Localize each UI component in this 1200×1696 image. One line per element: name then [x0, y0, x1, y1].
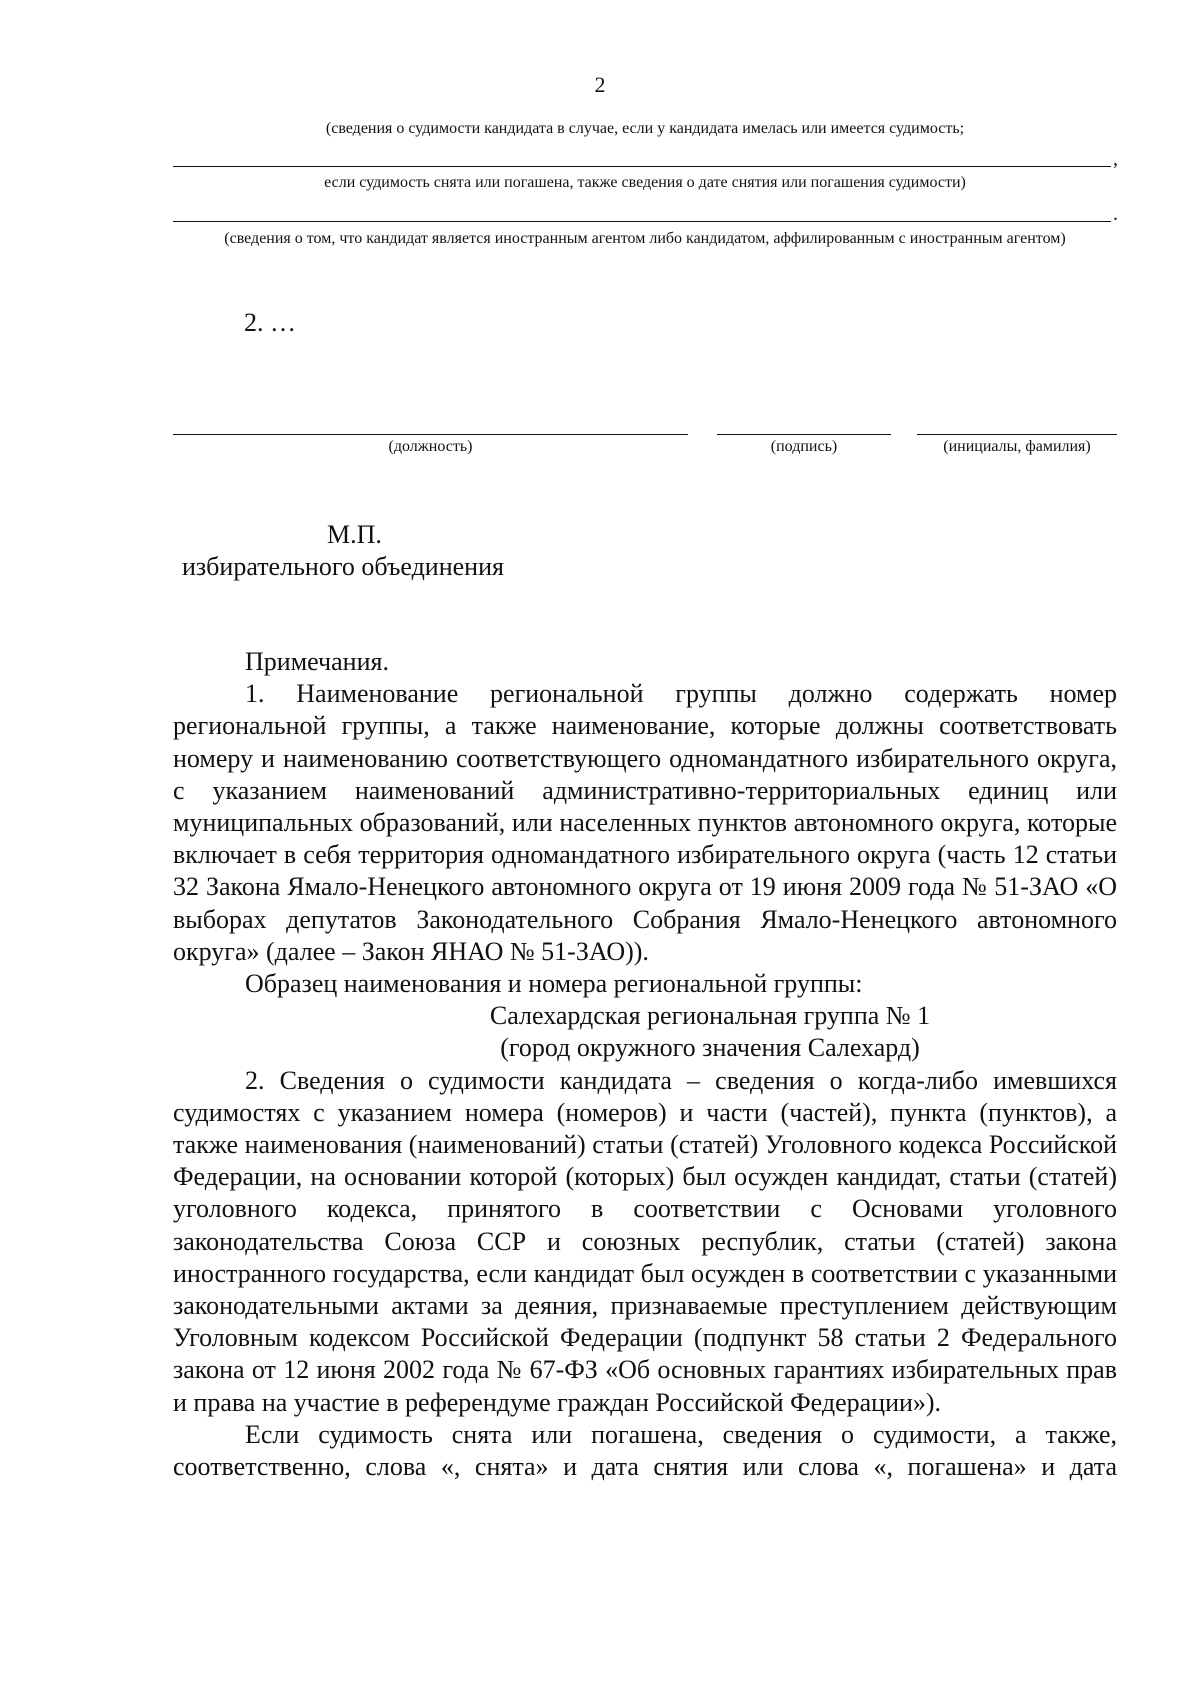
foreign-agent-caption: (сведения о том, что кандидат является иностранным агентом либо кандидатом, аффилированным с иностранным агентом)	[224, 230, 1066, 247]
conviction-fill-line-1	[173, 166, 1111, 167]
conviction-caption-1: (сведения о судимости кандидата в случае, если у кандидата имелась или имеется судимость;	[325, 120, 965, 137]
item-2-ellipsis: 2. …	[244, 308, 296, 337]
position-line	[173, 434, 688, 435]
notes-section	[173, 646, 1117, 1483]
sample-label: Образец наименования и номера региональной группы:	[245, 969, 863, 999]
note-2: 2. Сведения о судимости кандидата – сведения о когда-либо имевшихся судимостях с указанием номера (номеров) и части (частей), пункта (пунктов), а также наименования (наименований) статьи (статей) Уголовного кодекса Российской Федерации, на основании которой (которых) был осужден кандидат, статьи (статей) уголовного кодекса, принятого в соответствии с Основами уголовного законодательства Союза ССР и союзных республик, статьи (статей) закона иностранного государства, если кандидат был осужден в соответствии с указанными законодательными актами за деяния, признаваемые преступлением действующим Уголовным кодексом Российской Федерации (подпункт 58 статьи 2 Федерального закона от 12 июня 2002 года № 67-ФЗ «Об основных гарантиях избирательных прав и права на участие в референдуме граждан Российской Федерации»).	[173, 1065, 1117, 1417]
sample-line-1: Салехардская региональная группа № 1	[489, 1001, 931, 1031]
note-3: Если судимость снята или погашена, сведения о судимости, а также, соответственно, слова «, снята» и дата снятия или слова «, погашена» и дата	[173, 1419, 1117, 1482]
name-line	[917, 434, 1117, 435]
line-2-period: .	[1113, 203, 1118, 225]
sample-line-2: (город окружного значения Салехард)	[500, 1033, 920, 1063]
signature-caption: (подпись)	[770, 438, 838, 455]
conviction-caption-2: если судимость снята или погашена, также сведения о дате снятия или погашения судимости)	[324, 174, 966, 191]
page-number: 2	[594, 72, 606, 97]
stamp-label: М.П.	[327, 520, 382, 549]
signature-line	[717, 434, 891, 435]
name-caption: (инициалы, фамилия)	[943, 438, 1091, 455]
note-1: 1. Наименование региональной группы должно содержать номер региональной группы, а также наименование, которые должны соответствовать номеру и наименованию соответствующего одномандатного избирательного округа, с указанием наименований административно-территориальных единиц или муниципальных образований, или населенных пунктов автономного округа, которые включает в себя территория одномандатного избирательного округа (часть 12 статьи 32 Закона Ямало-Ненецкого автономного округа от 19 июня 2009 года № 51-ЗАО «О выборах депутатов Законодательного Собрания Ямало-Ненецкого автономного округа» (далее – Закон ЯНАО № 51-ЗАО)).	[173, 679, 1117, 966]
position-caption: (должность)	[388, 438, 473, 455]
stamp-organization: избирательного объединения	[182, 552, 504, 581]
notes-heading: Примечания.	[245, 647, 389, 676]
conviction-fill-line-2	[173, 221, 1111, 222]
line-1-comma: ,	[1113, 148, 1118, 170]
